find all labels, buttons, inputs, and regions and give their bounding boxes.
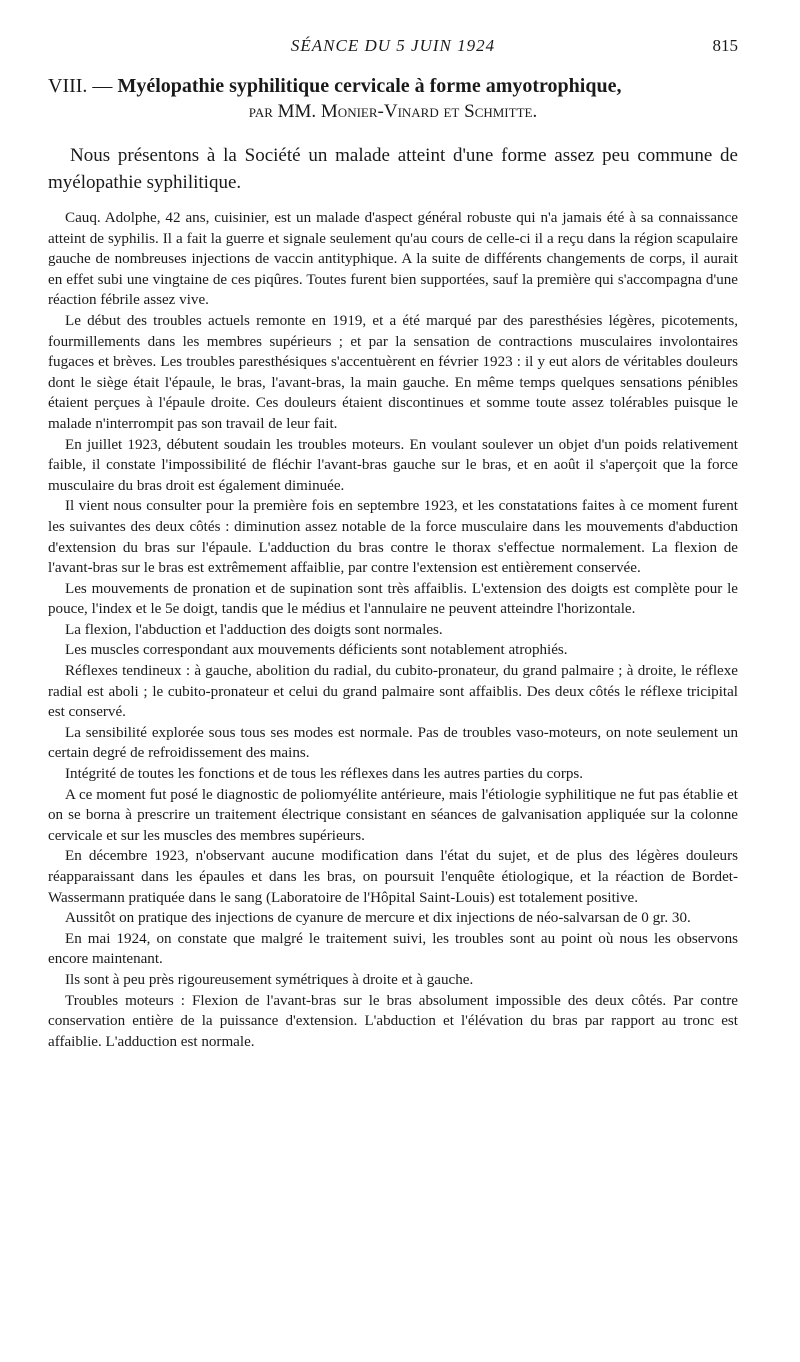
paragraph: Les mouvements de pronation et de supination sont très affaiblis. L'extension des doigts est complète pour le pouce, l'index et le 5e doigt, tandis que le médius et l'annulaire ne peuvent atteindre l'horizontale. — [48, 580, 738, 618]
paragraph: Il vient nous consulter pour la première fois en septembre 1923, et les constatations faites à ce moment furent les suivantes des deux côtés : diminution assez notable de la force musculaire dans les mouvements d'abduction d'extension du bras sur l'épaule. L'adduction du bras contre le thorax s'effectue normalement. La flexion de l'avant-bras sur le bras est extrêmement affaiblie, par contre l'extension est entièrement conservée. — [48, 498, 738, 577]
paragraph: Intégrité de toutes les fonctions et de tous les réflexes dans les autres parties du corps. — [65, 766, 584, 783]
paragraph: En mai 1924, on constate que malgré le traitement suivi, les troubles sont au point où nous les observons encore maintenant. — [48, 930, 738, 968]
page-number: 815 — [712, 36, 738, 55]
paragraph: La flexion, l'abduction et l'adduction des doigts sont normales. — [65, 621, 443, 638]
article-authors: par MM. Monier-Vinard et Schmitte. — [248, 101, 538, 122]
paragraph: A ce moment fut posé le diagnostic de poliomyélite antérieure, mais l'étiologie syphilitique ne fut pas établie et on se borna à prescrire un traitement électrique consistant en séances de galvanisation appliquée sur la colonne cervicale et sur les muscles des membres supérieurs. — [48, 786, 738, 844]
article-title-block — [48, 74, 738, 126]
paragraph: En juillet 1923, débutent soudain les troubles moteurs. En voulant soulever un objet d'un poids relativement faible, il constate l'impossibilité de fléchir l'avant-bras gauche sur le bras, et en août il s'aperçoit que la force musculaire du bras droit est également diminuée. — [48, 436, 738, 494]
paragraph: Les muscles correspondant aux mouvements déficients sont notablement atrophiés. — [65, 642, 568, 659]
article-title — [48, 74, 738, 98]
paragraph: Ils sont à peu près rigoureusement symétriques à droite et à gauche. — [65, 971, 474, 988]
article-body — [48, 208, 738, 1052]
paragraph: Le début des troubles actuels remonte en 1919, et a été marqué par des paresthésies légères, picotements, fourmillements dans les membres supérieurs ; et par la sensation de contractions musculaires involontaires fugaces et brèves. Les troubles paresthésiques s'accentuèrent en février 1923 : il y eut alors de véritables douleurs dont le siège était l'épaule, le bras, l'avant-bras, la main gauche. En même temps quelques sensations pénibles étaient perçues à l'épaule droite. Ces douleurs étaient discontinues et somme toute assez tolérables puisque le malade n'interrompit pas son travail de leur fait. — [48, 312, 738, 432]
paragraph: Aussitôt on pratique des injections de cyanure de mercure et dix injections de néo-salvarsan de 0 gr. 30. — [65, 910, 691, 927]
running-title: SÉANCE DU 5 JUIN 1924 — [290, 36, 496, 55]
intro-paragraph: Nous présentons à la Société un malade atteint d'une forme assez peu commune de myélopathie syphilitique. — [48, 145, 738, 193]
paragraph: Troubles moteurs : Flexion de l'avant-bras sur le bras absolument impossible des deux côtés. Par contre conservation entière de la puissance d'extension. L'abduction et l'élévation du bras par rapport au tronc est affaiblie. L'adduction est normale. — [48, 992, 738, 1050]
paragraph: En décembre 1923, n'observant aucune modification dans l'état du sujet, et de plus des légères douleurs réapparaissant dans les épaules et dans les bras, on poursuit l'enquête étiologique, et la réaction de Bordet-Wassermann pratiquée dans le sang (Laboratoire de l'Hôpital Saint-Louis) est totalement positive. — [48, 848, 738, 906]
section-number: VIII. — — [48, 75, 113, 97]
paragraph: Cauq. Adolphe, 42 ans, cuisinier, est un malade d'aspect général robuste qui n'a jamais été à sa connaissance atteint de syphilis. Il a fait la guerre et signale seulement qu'au cours de celle-ci il a reçu dans la région scapulaire gauche de nombreuses injections de vaccin antityphique. A la suite de différents changements de corps, il aurait en effet subi une vingtaine de ces piqûres. Toutes furent bien supportées, sauf la première qui s'accompagna d'une réaction fébrile assez vive. — [48, 210, 738, 309]
paragraph: Réflexes tendineux : à gauche, abolition du radial, du cubito-pronateur, du grand palmaire ; à droite, le réflexe radial est aboli ; le cubito-pronateur et celui du grand palmaire sont affaiblis. Des deux côtés le réflexe tricipital est conservé. — [48, 663, 738, 721]
running-header — [48, 36, 738, 60]
title-text: Myélopathie syphilitique cervicale à forme amyotrophique, — [117, 75, 622, 97]
paragraph: La sensibilité explorée sous tous ses modes est normale. Pas de troubles vaso-moteurs, on note seulement un certain degré de refroidissement des mains. — [48, 724, 738, 762]
